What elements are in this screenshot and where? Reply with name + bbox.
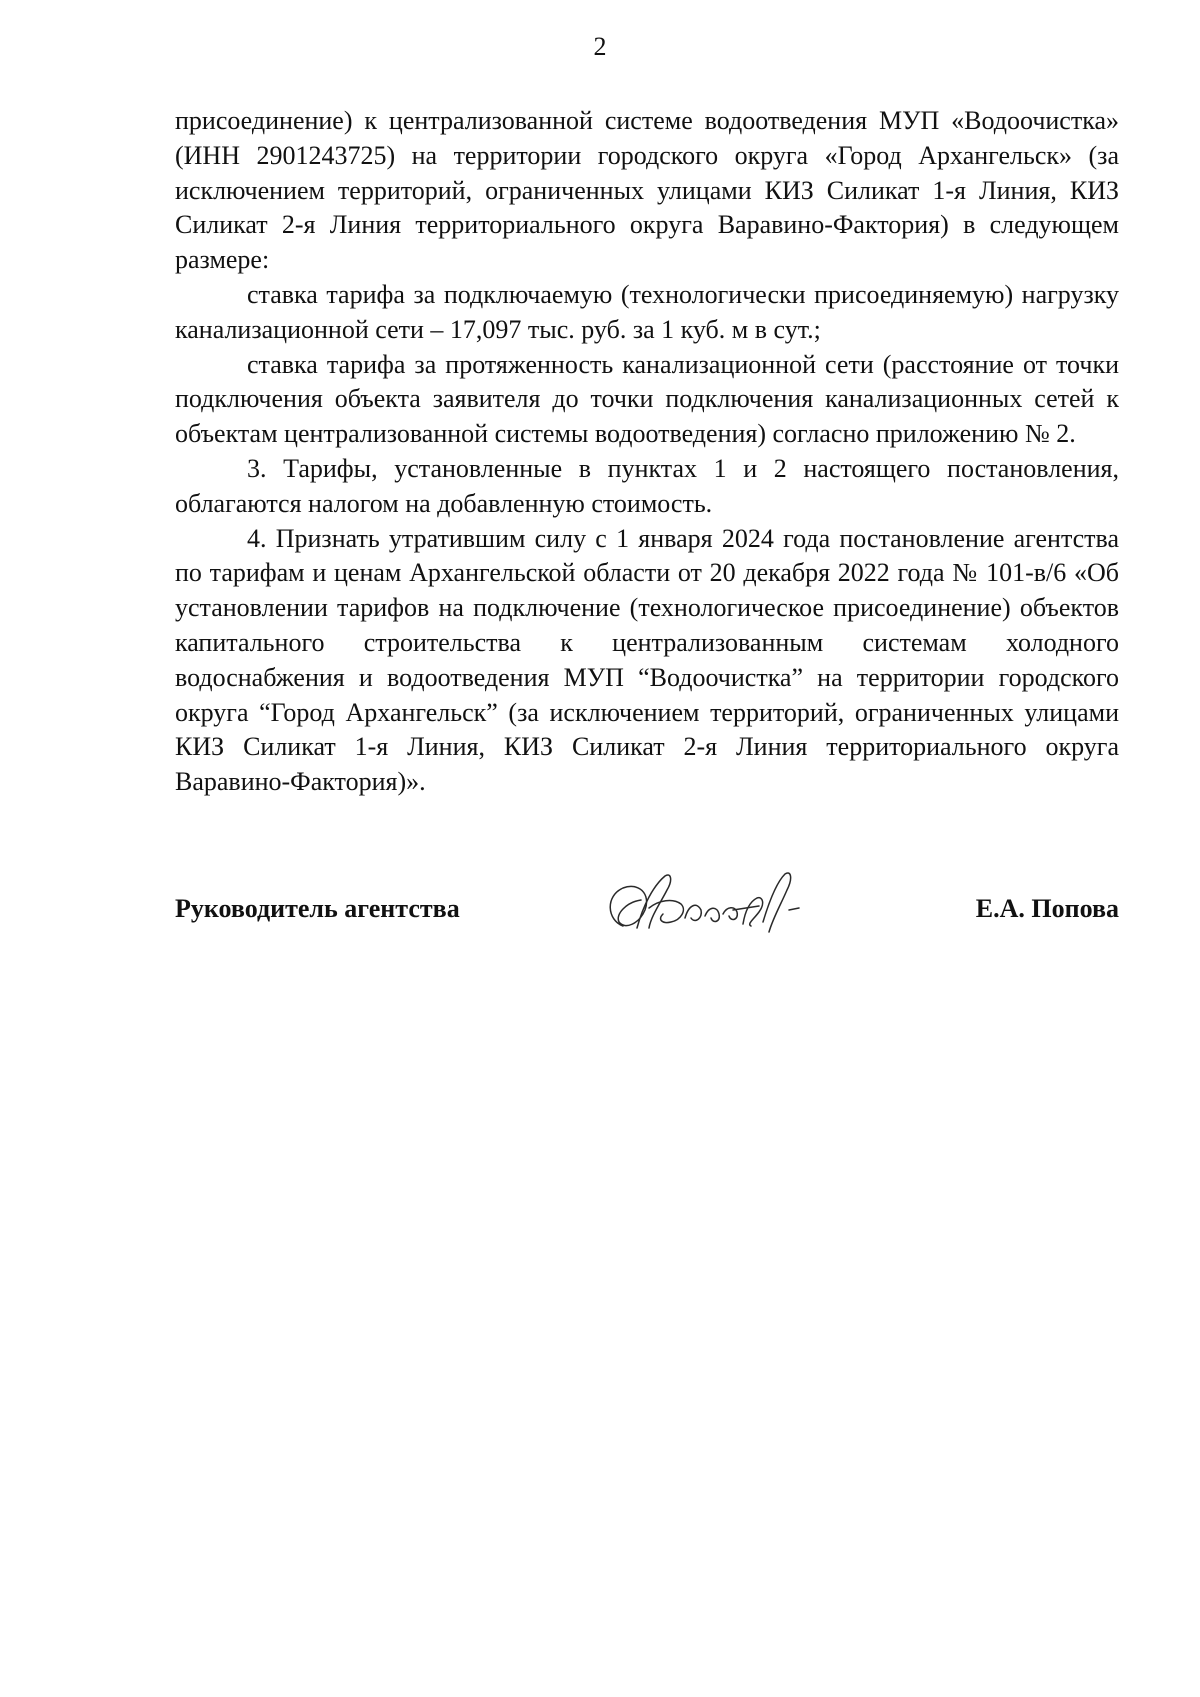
paragraph-network-length-rate: ставка тарифа за протяженность канализационной сети (расстояние от точки подключения объекта заявителя до точки подключения канализационных сетей к объектам централизованной системы водоотведения) согласно приложению № 2. (175, 349, 1119, 449)
paragraph-continuation: присоединение) к централизованной системе водоотведения МУП «Водоочистка» (ИНН 2901243725) на территории городского округа «Город Архангельск» (за исключением территорий, ограниченных улицами КИЗ Силикат 1-я Линия, КИЗ Силикат 2-я Линия территориального округа Варавино-Фактория) в следующем размере: (175, 106, 1119, 275)
signatory-name: Е.А. Попова (975, 894, 1119, 923)
page-number: 2 (593, 32, 607, 61)
paragraph-connection-load-rate: ставка тарифа за подключаемую (технологически присоединяемую) нагрузку канализационной сети – 17,097 тыс. руб. за 1 куб. м в сут.; (175, 279, 1119, 344)
paragraph-item-4: 4. Признать утратившим силу с 1 января 2024 года постановление агентства по тарифам и ценам Архангельской области от 20 декабря 2022 года № 101-в/6 «Об установлении тарифов на подключение (технологическое присоединение) объектов капитального строительства к централизованным системам холодного водоснабжения и водоотведения МУП “Водоочистка” на территории городского округа “Город Архангельск” (за исключением территорий, ограниченных улицами КИЗ Силикат 1-я Линия, КИЗ Силикат 2-я Линия территориального округа Варавино-Фактория)». (175, 523, 1119, 797)
paragraph-item-3: 3. Тарифы, установленные в пунктах 1 и 2 настоящего постановления, облагаются налогом на добавленную стоимость. (175, 453, 1119, 518)
document-body (175, 104, 1119, 800)
handwritten-signature-icon (593, 862, 833, 954)
signature-block (175, 862, 1119, 962)
signatory-title: Руководитель агентства (175, 894, 460, 923)
